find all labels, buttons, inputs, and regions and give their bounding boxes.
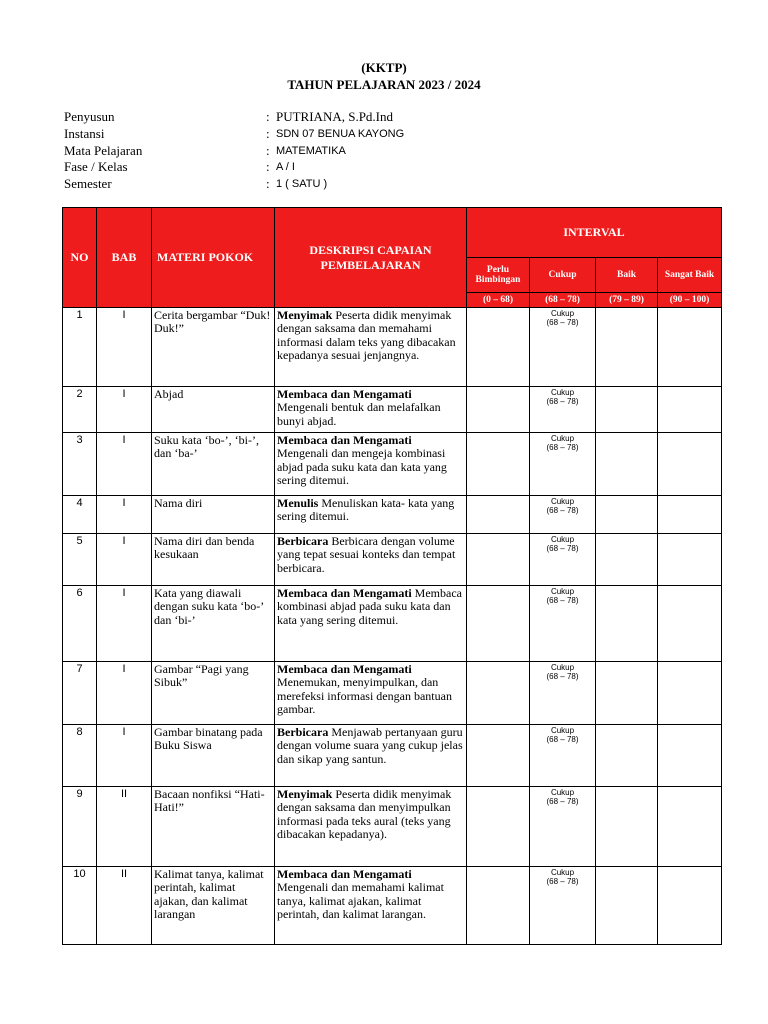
info-value: A / I xyxy=(276,161,295,174)
cell-baik xyxy=(596,433,658,496)
cell-bab: I xyxy=(97,725,152,787)
cell-cukup xyxy=(530,534,596,586)
cell-cukup xyxy=(530,586,596,662)
cukup-label: Cukup xyxy=(550,587,575,596)
header-no: NO xyxy=(63,208,97,308)
cell-sangat-baik xyxy=(658,725,722,787)
info-value: SDN 07 BENUA KAYONG xyxy=(276,127,405,140)
cell-cukup xyxy=(530,308,596,387)
header-interval: INTERVAL xyxy=(467,208,722,258)
cell-deskripsi xyxy=(275,387,467,433)
cell-perlu-bimbingan xyxy=(467,662,530,725)
cell-no: 4 xyxy=(63,496,97,534)
cell-bab: I xyxy=(97,496,152,534)
cell-bab: II xyxy=(97,867,152,945)
cell-cukup xyxy=(530,433,596,496)
cukup-range: (68 – 78) xyxy=(546,596,579,605)
cell-materi: Nama diri dan benda kesukaan xyxy=(152,534,275,586)
cell-perlu-bimbingan xyxy=(467,787,530,867)
header-level-sangat-baik: Sangat Baik xyxy=(658,258,722,293)
desc-text: Menemukan, menyimpulkan, dan merefeksi informasi dengan bantuan gambar. xyxy=(277,675,452,717)
desc-skill: Membaca dan Mengamati xyxy=(277,662,412,676)
table-row xyxy=(63,586,722,662)
desc-text: Mengenali dan memahami kalimat tanya, kalimat ajakan, kalimat perintah, dan kalimat larangan. xyxy=(277,880,444,922)
desc-skill: Membaca dan Mengamati xyxy=(277,387,412,401)
cukup-label: Cukup xyxy=(550,868,575,877)
cukup-range: (68 – 78) xyxy=(546,735,579,744)
info-label: Fase / Kelas xyxy=(64,159,128,175)
cukup-label: Cukup xyxy=(550,726,575,735)
info-colon: : xyxy=(266,142,270,158)
desc-skill: Menyimak xyxy=(277,787,333,801)
cukup-range: (68 – 78) xyxy=(546,797,579,806)
desc-text: Mengenali bentuk dan melafalkan bunyi abjad. xyxy=(277,400,441,428)
header-deskripsi: DESKRIPSI CAPAIAN PEMBELAJARAN xyxy=(275,208,467,308)
cell-cukup xyxy=(530,387,596,433)
desc-skill: Menyimak xyxy=(277,308,333,322)
cell-materi: Nama diri xyxy=(152,496,275,534)
cukup-label: Cukup xyxy=(550,663,575,672)
cukup-range: (68 – 78) xyxy=(546,397,579,406)
cell-sangat-baik xyxy=(658,586,722,662)
cukup-range: (68 – 78) xyxy=(546,318,579,327)
header-level-baik: Baik xyxy=(596,258,658,293)
cell-perlu-bimbingan xyxy=(467,433,530,496)
cell-perlu-bimbingan xyxy=(467,308,530,387)
cell-no: 8 xyxy=(63,725,97,787)
header-level-cukup: Cukup xyxy=(530,258,596,293)
cell-materi: Gambar “Pagi yang Sibuk” xyxy=(152,662,275,725)
desc-skill: Menulis xyxy=(277,496,319,510)
cell-perlu-bimbingan xyxy=(467,725,530,787)
document-subtitle: TAHUN PELAJARAN 2023 / 2024 xyxy=(287,77,481,92)
cell-baik xyxy=(596,867,658,945)
cell-sangat-baik xyxy=(658,534,722,586)
table-row xyxy=(63,662,722,725)
cukup-label: Cukup xyxy=(550,309,575,318)
cell-deskripsi xyxy=(275,787,467,867)
table-row xyxy=(63,387,722,433)
cell-deskripsi xyxy=(275,586,467,662)
cell-perlu-bimbingan xyxy=(467,867,530,945)
header-range-perlu-bimbingan: (0 – 68) xyxy=(467,293,530,308)
header-level-perlu-bimbingan: Perlu Bimbingan xyxy=(467,258,530,293)
cell-cukup xyxy=(530,867,596,945)
cell-perlu-bimbingan xyxy=(467,496,530,534)
cell-perlu-bimbingan xyxy=(467,534,530,586)
cell-deskripsi xyxy=(275,725,467,787)
cukup-range: (68 – 78) xyxy=(546,506,579,515)
cell-cukup xyxy=(530,662,596,725)
cell-no: 1 xyxy=(63,308,97,387)
cell-sangat-baik xyxy=(658,662,722,725)
cell-bab: I xyxy=(97,433,152,496)
desc-text: Membaca kombinasi abjad pada suku kata dan kata yang sering ditemui. xyxy=(277,586,462,627)
cell-deskripsi xyxy=(275,534,467,586)
desc-text: Peserta didik menyimak dengan saksama dan memahami informasi dalam teks yang dibacakan kepadanya sesuai jenjangnya. xyxy=(277,308,456,363)
table-row xyxy=(63,308,722,387)
cell-deskripsi xyxy=(275,867,467,945)
cell-perlu-bimbingan xyxy=(467,387,530,433)
cell-baik xyxy=(596,787,658,867)
cell-sangat-baik xyxy=(658,496,722,534)
cell-cukup xyxy=(530,496,596,534)
info-label: Penyusun xyxy=(64,109,115,124)
desc-text: Menjawab pertanyaan guru dengan volume suara yang cukup jelas dan sikap yang santun. xyxy=(277,725,463,766)
cell-materi: Bacaan nonfiksi “Hati-Hati!” xyxy=(152,787,275,867)
info-label: Semester xyxy=(64,176,112,191)
desc-skill: Berbicara xyxy=(277,534,329,548)
cukup-range: (68 – 78) xyxy=(546,877,579,886)
header-range-cukup: (68 – 78) xyxy=(530,293,596,308)
cell-baik xyxy=(596,387,658,433)
info-label: Mata Pelajaran xyxy=(64,142,143,158)
cell-no: 3 xyxy=(63,433,97,496)
cell-bab: I xyxy=(97,387,152,433)
header-materi: MATERI POKOK xyxy=(152,208,275,308)
cukup-label: Cukup xyxy=(550,388,575,397)
cell-materi: Kata yang diawali dengan suku kata ‘bo-’ dan ‘bi-’ xyxy=(152,586,275,662)
cell-no: 9 xyxy=(63,787,97,867)
cell-cukup xyxy=(530,725,596,787)
info-colon: : xyxy=(266,176,270,191)
desc-skill: Membaca dan Mengamati xyxy=(277,586,412,600)
cell-no: 5 xyxy=(63,534,97,586)
table-row xyxy=(63,725,722,787)
cell-deskripsi xyxy=(275,496,467,534)
table-row xyxy=(63,867,722,945)
table-row xyxy=(63,496,722,534)
table-row xyxy=(63,534,722,586)
header-range-sangat-baik: (90 – 100) xyxy=(658,293,722,308)
cell-sangat-baik xyxy=(658,308,722,387)
cukup-label: Cukup xyxy=(550,788,575,797)
cell-materi: Abjad xyxy=(152,387,275,433)
desc-text: Mengenali dan mengeja kombinasi abjad pada suku kata dan kata yang sering ditemui. xyxy=(277,446,447,488)
info-value: PUTRIANA, S.Pd.Ind xyxy=(276,109,394,124)
document-title: (KKTP) xyxy=(361,60,407,75)
cell-no: 2 xyxy=(63,387,97,433)
cell-materi: Suku kata ‘bo-’, ‘bi-’, dan ‘ba-’ xyxy=(152,433,275,496)
cell-no: 10 xyxy=(63,867,97,945)
cell-sangat-baik xyxy=(658,387,722,433)
table-row xyxy=(63,787,722,867)
cell-baik xyxy=(596,725,658,787)
cell-bab: I xyxy=(97,586,152,662)
cell-deskripsi xyxy=(275,308,467,387)
cell-bab: I xyxy=(97,308,152,387)
desc-skill: Berbicara xyxy=(277,725,329,739)
header-range-baik: (79 – 89) xyxy=(596,293,658,308)
cukup-label: Cukup xyxy=(550,497,575,506)
info-value: 1 ( SATU ) xyxy=(276,178,328,190)
cukup-range: (68 – 78) xyxy=(546,443,579,452)
info-value: MATEMATIKA xyxy=(276,144,346,157)
info-label: Instansi xyxy=(64,125,105,141)
cell-sangat-baik xyxy=(658,433,722,496)
cell-materi: Cerita bergambar “Duk! Duk!” xyxy=(152,308,275,387)
cell-cukup xyxy=(530,787,596,867)
cell-deskripsi xyxy=(275,433,467,496)
cell-materi: Kalimat tanya, kalimat perintah, kalimat ajakan, dan kalimat larangan xyxy=(152,867,275,945)
cell-sangat-baik xyxy=(658,787,722,867)
cukup-label: Cukup xyxy=(550,434,575,443)
cell-deskripsi xyxy=(275,662,467,725)
cell-bab: I xyxy=(97,534,152,586)
desc-skill: Membaca dan Mengamati xyxy=(277,867,412,881)
cell-bab: I xyxy=(97,662,152,725)
info-colon: : xyxy=(266,159,270,175)
cell-baik xyxy=(596,662,658,725)
cell-no: 7 xyxy=(63,662,97,725)
kktp-table xyxy=(62,207,722,945)
cukup-range: (68 – 78) xyxy=(546,672,579,681)
cukup-label: Cukup xyxy=(550,535,575,544)
cell-baik xyxy=(596,308,658,387)
cell-baik xyxy=(596,586,658,662)
cell-baik xyxy=(596,534,658,586)
cell-no: 6 xyxy=(63,586,97,662)
desc-text: Berbicara dengan volume yang tepat sesuai konteks dan tempat berbicara. xyxy=(277,534,456,575)
desc-text: Menuliskan kata- kata yang sering ditemui. xyxy=(277,496,455,524)
cell-materi: Gambar binatang pada Buku Siswa xyxy=(152,725,275,787)
cukup-range: (68 – 78) xyxy=(546,544,579,553)
table-row xyxy=(63,433,722,496)
info-colon: : xyxy=(266,109,270,124)
cell-sangat-baik xyxy=(658,867,722,945)
header-bab: BAB xyxy=(97,208,152,308)
desc-skill: Membaca dan Mengamati xyxy=(277,433,412,447)
cell-perlu-bimbingan xyxy=(467,586,530,662)
cell-bab: II xyxy=(97,787,152,867)
desc-text: Peserta didik menyimak dengan saksama dan menyimpulkan informasi pada teks aural (teks yang dibacakan kepadanya). xyxy=(277,787,452,842)
info-colon: : xyxy=(266,125,270,141)
cell-baik xyxy=(596,496,658,534)
